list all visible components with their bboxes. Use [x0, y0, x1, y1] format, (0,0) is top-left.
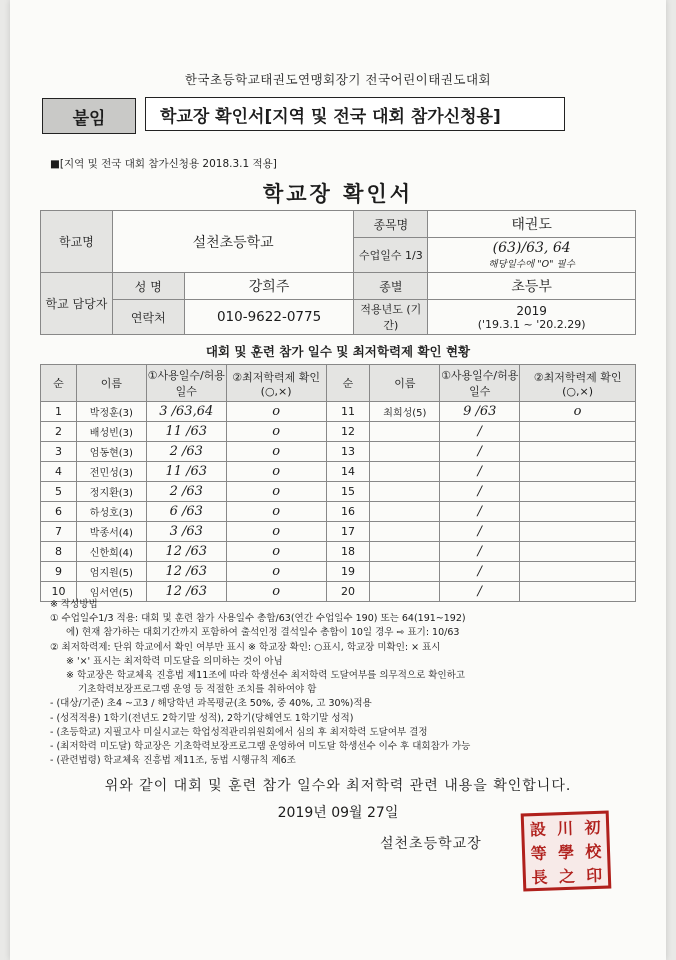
attendance-section-title: 대회 및 훈련 참가 일수 및 최저학력제 확인 현황: [205, 344, 471, 359]
note-6: - (성적적용) 1학기(전년도 2학기말 성적), 2학기(당해연도 1학기말 성적): [50, 712, 354, 724]
note-7: - (초등학교) 지필고사 미실시교는 학업성적관리위원회에서 심의 후 최저학력 도달여부 결정: [50, 726, 428, 738]
name-value: 강희주: [184, 273, 354, 300]
row-days: 2 /63: [146, 442, 226, 462]
row-check: o: [226, 522, 326, 542]
col-name: 이름: [76, 365, 146, 402]
notes-heading: ※ 작성방법: [50, 599, 98, 610]
row-no: 17: [326, 522, 370, 542]
attendance-row: [41, 502, 636, 522]
note-1a: ① 수업일수1/3 적용: 대회 및 훈련 참가 사용일수 총합/63(연간 수업일수 190) 또는 64(191~192): [50, 613, 466, 625]
row-check: o: [226, 462, 326, 482]
note-4a: ※ 학교장은 학교체육 진흥법 제11조에 따라 학생선수 최저학력 도달여부를 의무적으로 확인하고: [66, 670, 465, 682]
row-days: /: [440, 482, 520, 502]
manager-label: 학교 담당자: [41, 273, 113, 335]
note-2: ② 최저학력제: 단위 학교에서 확인 여부만 표시 ※ 학교장 확인: ○표시, 학교장 미확인: × 표시: [50, 641, 441, 653]
row-no: 16: [326, 502, 370, 522]
attendance-row: [41, 562, 636, 582]
col-min: ②최저학력제 확인(○,×): [226, 365, 326, 402]
attachment-label: 붙임: [42, 98, 136, 134]
year-cell: [428, 300, 636, 335]
row-check: [520, 562, 636, 582]
row-days: 3 /63,64: [146, 402, 226, 422]
row-no: 1: [41, 402, 77, 422]
year-value: 2019: [516, 303, 547, 318]
name-label: 성 명: [112, 273, 184, 300]
row-check: o: [226, 422, 326, 442]
row-name: 배성빈(3): [76, 422, 146, 442]
col-no: 순: [41, 365, 77, 402]
event-label: 종목명: [354, 211, 428, 238]
principal-name: 설천초등학교장: [380, 836, 482, 852]
row-name: 박종서(4): [76, 522, 146, 542]
row-name: [370, 422, 440, 442]
row-check: [520, 422, 636, 442]
attendance-table: [40, 364, 636, 602]
school-label: 학교명: [41, 211, 113, 273]
row-name: 최희성(5): [370, 402, 440, 422]
row-name: 엄지원(5): [76, 562, 146, 582]
attendance-row: [41, 442, 636, 462]
row-no: 2: [41, 422, 77, 442]
row-check: o: [226, 562, 326, 582]
row-no: 7: [41, 522, 77, 542]
row-name: 신한희(4): [76, 542, 146, 562]
row-check: [520, 462, 636, 482]
row-days: 2 /63: [146, 482, 226, 502]
days-value: (63)/63, 64: [492, 240, 571, 256]
row-no: 15: [326, 482, 370, 502]
row-no: 18: [326, 542, 370, 562]
row-days: 12 /63: [146, 542, 226, 562]
attendance-row: [41, 462, 636, 482]
row-no: 20: [326, 582, 370, 602]
row-days: 11 /63: [146, 422, 226, 442]
row-days: /: [440, 542, 520, 562]
note-1b: 에) 현재 참가하는 대회기간까지 포함하여 출석인정 결석일수 총합이 10일 경우 ⇨ 표기: 10/63: [66, 627, 460, 639]
row-name: [370, 462, 440, 482]
row-days: /: [440, 502, 520, 522]
form-note: ■[지역 및 전국 대회 참가신청용 2018.3.1 적용]: [50, 158, 277, 170]
row-no: 13: [326, 442, 370, 462]
attendance-row: [41, 542, 636, 562]
row-days: 6 /63: [146, 502, 226, 522]
official-seal-stamp: 設 川 初 等 學 校 長 之 印: [521, 810, 612, 891]
row-days: /: [440, 462, 520, 482]
row-days: /: [440, 522, 520, 542]
division-label: 종별: [354, 273, 428, 300]
row-name: 전민성(3): [76, 462, 146, 482]
document-title: 학교장 확인서[지역 및 전국 대회 참가신청용]: [145, 97, 565, 131]
row-days: /: [440, 562, 520, 582]
row-no: 12: [326, 422, 370, 442]
year-label: 적용년도 (기간): [354, 300, 428, 335]
attendance-header-row: [41, 365, 636, 402]
row-no: 8: [41, 542, 77, 562]
info-table: [40, 210, 636, 335]
row-check: o: [520, 402, 636, 422]
note-5: - (대상/기준) 초4 ~고3 / 해당학년 과목평균(초 50%, 중 40%, 고 30%)적용: [50, 698, 372, 710]
col-no-2: 순: [326, 365, 370, 402]
row-days: 9 /63: [440, 402, 520, 422]
row-name: [370, 562, 440, 582]
row-check: [520, 542, 636, 562]
col-days: ①사용일수/허용일수: [146, 365, 226, 402]
row-name: [370, 482, 440, 502]
row-check: o: [226, 402, 326, 422]
contact-value: 010-9622-0775: [184, 300, 354, 335]
attendance-row: [41, 402, 636, 422]
col-days-2: ①사용일수/허용일수: [440, 365, 520, 402]
row-days: 12 /63: [146, 562, 226, 582]
school-value: 설천초등학교: [112, 211, 354, 273]
row-name: [370, 442, 440, 462]
row-check: [520, 482, 636, 502]
row-name: 정지환(3): [76, 482, 146, 502]
row-no: 11: [326, 402, 370, 422]
row-days: /: [440, 582, 520, 602]
attendance-row: [41, 482, 636, 502]
days-label: 수업일수 1/3: [354, 238, 428, 273]
year-period: ('19.3.1 ~ '20.2.29): [477, 317, 586, 331]
row-name: 박정훈(3): [76, 402, 146, 422]
division-value: 초등부: [428, 273, 636, 300]
row-check: o: [226, 442, 326, 462]
note-3: ※ '×' 표시는 최저학력 미도달을 의미하는 것이 아님: [66, 655, 283, 667]
row-name: [370, 542, 440, 562]
row-check: [520, 442, 636, 462]
row-name: 엄동현(3): [76, 442, 146, 462]
row-days: 3 /63: [146, 522, 226, 542]
notes-section: [50, 598, 640, 768]
row-no: 3: [41, 442, 77, 462]
row-no: 6: [41, 502, 77, 522]
event-value: 태권도: [428, 211, 636, 238]
row-name: 하성호(3): [76, 502, 146, 522]
row-no: 14: [326, 462, 370, 482]
note-4b: 기초학력보장프로그램 운영 등 적절한 조치를 취하여야 함: [78, 684, 317, 696]
row-name: [370, 522, 440, 542]
row-check: o: [226, 542, 326, 562]
attendance-row: [41, 422, 636, 442]
row-check: o: [226, 502, 326, 522]
days-cell: [428, 238, 636, 273]
row-days: /: [440, 442, 520, 462]
attendance-row: [41, 522, 636, 542]
confirm-statement: 위와 같이 대회 및 훈련 참가 일수와 최저학력 관련 내용을 확인합니다.: [104, 778, 572, 794]
row-check: [520, 502, 636, 522]
row-no: 19: [326, 562, 370, 582]
col-name-2: 이름: [370, 365, 440, 402]
note-8: - (최저학력 미도달) 학교장은 기초학력보장프로그램 운영하여 미도달 학생선수 이수 후 대회참가 가능: [50, 741, 471, 753]
main-title: 학교장 확인서: [262, 182, 414, 206]
row-days: 11 /63: [146, 462, 226, 482]
note-9: - (관련법령) 학교체육 진흥법 제11조, 동법 시행규칙 제6조: [50, 755, 296, 767]
row-no: 10: [41, 582, 77, 602]
document-date: 2019년 09월 27일: [277, 805, 399, 821]
row-days: 12 /63: [146, 582, 226, 602]
row-no: 5: [41, 482, 77, 502]
document-sheet: [10, 0, 666, 960]
row-no: 4: [41, 462, 77, 482]
organization-header: 한국초등학교태권도연맹회장기 전국어린이태권도대회: [184, 72, 492, 87]
row-check: [520, 522, 636, 542]
row-check: o: [226, 482, 326, 502]
row-check: o: [226, 582, 326, 602]
row-no: 9: [41, 562, 77, 582]
row-name: 임서연(5): [76, 582, 146, 602]
days-note: 해당일수에 "O" 필수: [488, 259, 575, 270]
row-days: /: [440, 422, 520, 442]
contact-label: 연락처: [112, 300, 184, 335]
col-min-2: ②최저학력제 확인(○,×): [520, 365, 636, 402]
row-name: [370, 502, 440, 522]
